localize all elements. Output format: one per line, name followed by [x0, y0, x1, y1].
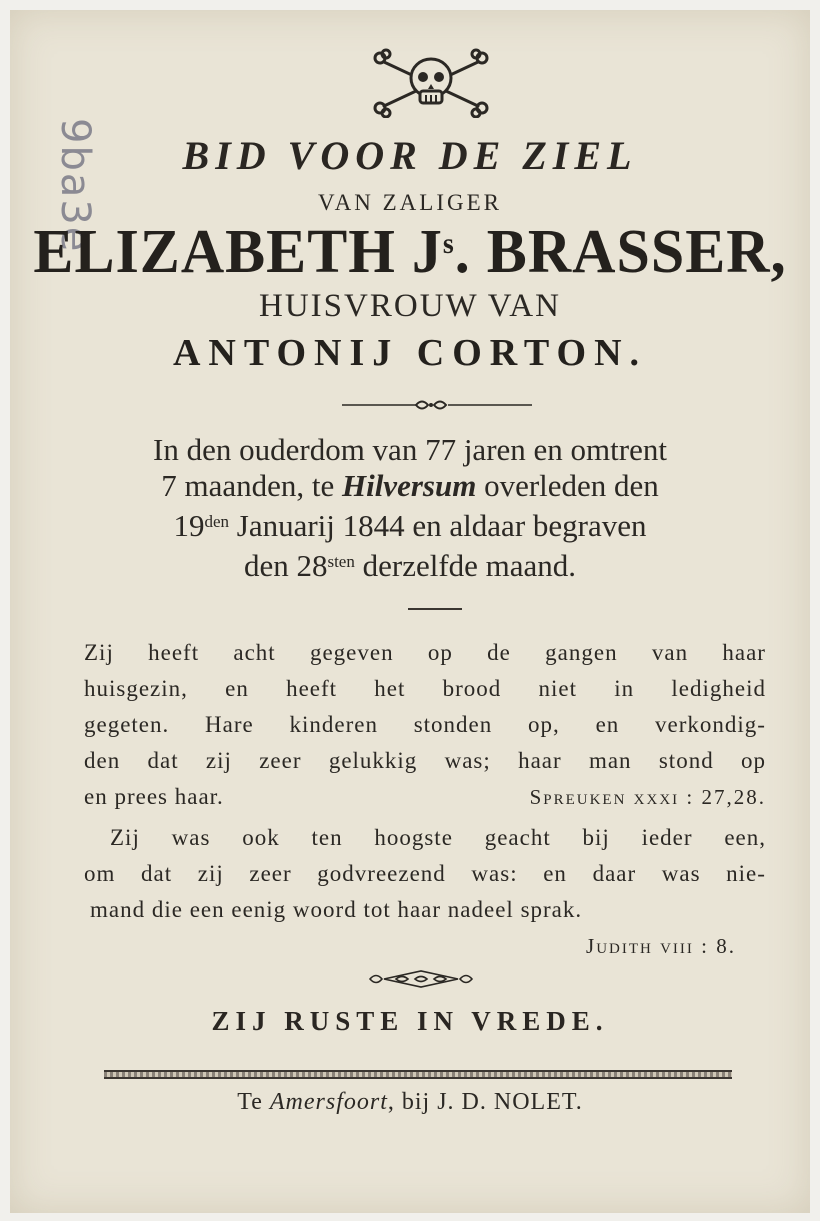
wife-of-label: HUISVROUW VAN [259, 288, 561, 324]
verse-line: Zij heeft acht gegeven op de gangen van haar [84, 640, 766, 665]
heading: BID VOOR DE ZIEL [182, 133, 638, 178]
death-notice-paragraph [0, 432, 820, 584]
verse-line: mand die een eenig woord tot haar nadeel sprak. [90, 897, 583, 922]
notice-line-3: $19^{den}$ Januarij 1844 en aldaar begraven [173, 508, 647, 543]
verse-line [84, 928, 766, 964]
printer-imprint: Te Amersfoort, bij J. D. NOLET. [237, 1089, 583, 1115]
verse-line: gegeten. Hare kinderen stonden op, en verkondig- [84, 712, 766, 737]
short-divider [408, 608, 462, 610]
verse-line: den dat zij zeer gelukkig was; haar man stond op [84, 748, 766, 773]
decorative-rule [104, 1070, 732, 1079]
ornament-divider [342, 396, 532, 414]
subheading: VAN ZALIGER [318, 190, 502, 215]
ornament-flourish [366, 968, 476, 990]
pencil-annotation: 9ba3e [52, 118, 98, 254]
verse-line: en prees haar. Spreuken xxxi : 27,28. [84, 779, 766, 815]
notice-line-1: In den ouderdom van 77 jaren en omtrent [153, 432, 667, 467]
judith-verse [84, 820, 766, 964]
verse-line: huisgezin, en heeft het brood niet in ledigheid [84, 676, 766, 701]
proverbs-reference: Spreuken xxxi : 27,28. [529, 785, 766, 809]
husband-name: ANTONIJ CORTON. [172, 332, 648, 374]
notice-line-2: 7 maanden, te Hilversum overleden den [161, 468, 659, 503]
judith-reference: Judith viii : 8. [586, 934, 736, 958]
proverbs-verse [84, 635, 766, 815]
skull-crossbones-icon [370, 46, 492, 118]
deceased-name: ELIZABETH $J^s$. BRASSER, [33, 216, 787, 286]
verse-line: Zij was ook ten hoogste geacht bij ieder een, [110, 825, 766, 850]
verse-line: om dat zij zeer godvreezend was: en daar was nie- [84, 861, 766, 886]
notice-line-4: den $28^{sten}$ derzelfde maand. [243, 548, 577, 583]
closing-line: ZIJ RUSTE IN VREDE. [211, 1006, 609, 1036]
